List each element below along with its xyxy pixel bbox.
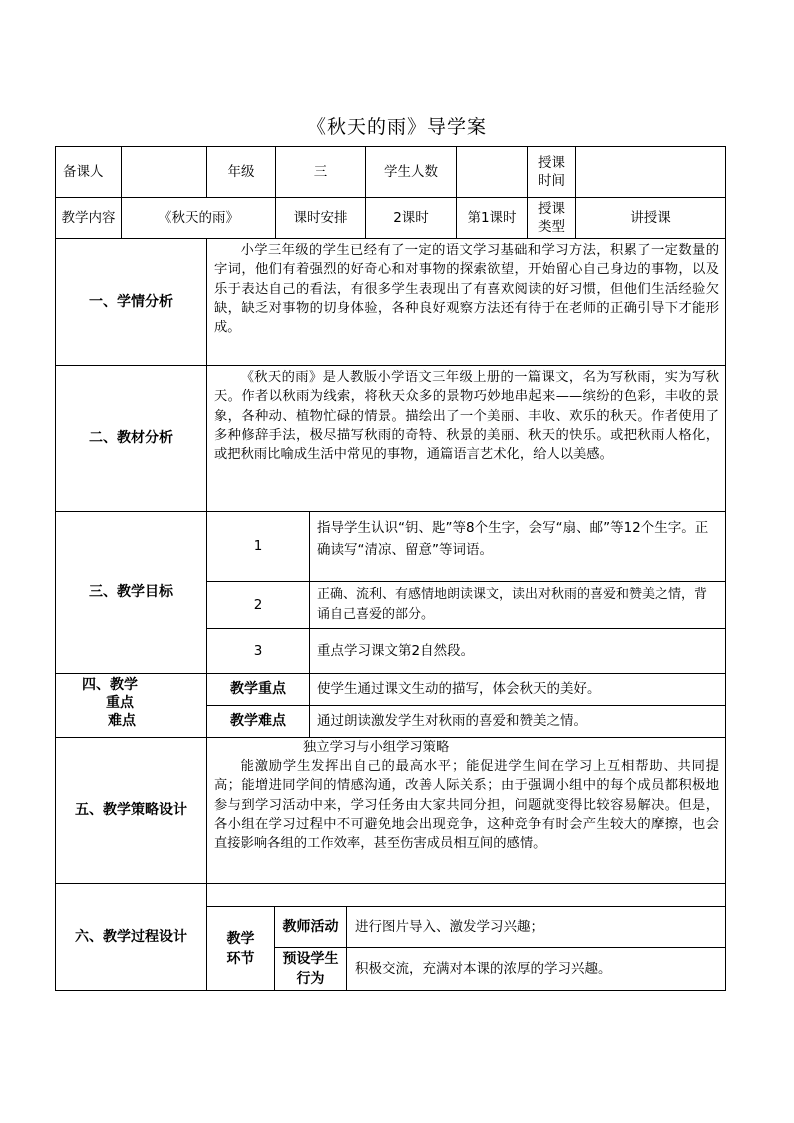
section-5-heading: 五、教学策略设计 (55, 737, 207, 884)
time-value (575, 146, 726, 198)
grade-value: 三 (275, 146, 366, 198)
section-2-heading: 二、教材分析 (55, 365, 207, 512)
type-value: 讲授课 (575, 197, 726, 239)
section-1-heading: 一、学情分析 (55, 238, 207, 366)
section-4-heading (55, 673, 207, 738)
lesson-number (456, 197, 528, 239)
content-label (55, 197, 122, 239)
teaching-link-label-text: 教学环节 (226, 930, 255, 967)
lesson-number-text: 第1课时 (467, 210, 517, 226)
document-title: 《秋天的雨》导学案 (306, 116, 487, 138)
content-label-text: 教学内容 (61, 210, 116, 226)
difficulty-text: 通过朗读激发学生对秋雨的喜爱和赞美之情。 (309, 705, 726, 738)
section-5-subtitle: 独立学习与小组学习策略 (303, 740, 450, 755)
student-behavior-text: 积极交流，充满对本课的浓厚的学习兴趣。 (346, 947, 726, 991)
time-label (527, 146, 576, 198)
type-label (527, 197, 576, 239)
goal-3-text: 重点学习课文第2自然段。 (309, 628, 726, 674)
goal-1-text: 指导学生认识“钥、匙”等8个生字，会写“扇、邮”等12个生字。正确读写“清凉、留意”等词语。 (309, 511, 726, 582)
section-5-body (206, 737, 726, 884)
section-6-heading: 六、教学过程设计 (55, 883, 207, 991)
section-2-text: 《秋天的雨》是人教版小学语文三年级上册的一篇课文，名为写秋雨，实为写秋天。作者以秋雨为线索，将秋天众多的景物巧妙地串起来——缤纷的色彩，丰收的景象，各种动、植物忙碌的情景。描绘出了一个美丽、丰收、欢乐的秋天。作者使用了多种修辞手法，极尽描写秋雨的奇特、秋景的美丽、秋天的快乐。或把秋雨人格化，或把秋雨比喻成生活中常见的事物，通篇语言艺术化，给人以美感。 (206, 365, 726, 512)
section-6-top-blank (206, 883, 726, 907)
section-4-heading-line2: 重点 (106, 695, 134, 711)
student-behavior-label-text: 预设学生行为 (282, 951, 339, 987)
students-label: 学生人数 (365, 146, 457, 198)
key-point-label: 教学重点 (206, 673, 310, 706)
teacher-activity-text: 进行图片导入、激发学习兴趣； (346, 906, 726, 948)
teacher-activity-label-text: 教师活动 (282, 919, 339, 935)
teaching-link-label (206, 906, 275, 991)
goal-2-number: 2 (206, 581, 310, 629)
preparer-label: 备课人 (55, 146, 122, 198)
content-value: 《秋天的雨》 (121, 197, 276, 239)
section-4-heading-line1: 四、教学 (82, 677, 138, 693)
time-label-text: 授课时间 (538, 155, 565, 189)
schedule-value: 2课时 (365, 197, 457, 239)
section-5-text: 能激励学生发挥出自己的最高水平；能促进学生间在学习上互相帮助、共同提高；能增进同学间的情感沟通，改善人际关系；由于强调小组中的每个成员都积极地参与到学习活动中来，学习任务由大家共同分担，问题就变得比较容易解决。但是，各小组在学习过程中不可避免地会出现竞争，这种竞争有时会产生较大的摩擦，也会直接影响各组的工作效率，甚至伤害成员相互间的感情。 (214, 759, 719, 852)
section-3-heading: 三、教学目标 (55, 511, 207, 674)
students-value (456, 146, 528, 198)
teacher-activity-label (274, 906, 347, 948)
goal-1-number: 1 (206, 511, 310, 582)
goal-3-number: 3 (206, 628, 310, 674)
student-behavior-label (274, 947, 347, 991)
difficulty-label: 教学难点 (206, 705, 310, 738)
key-point-text: 使学生通过课文生动的描写，体会秋天的美好。 (309, 673, 726, 706)
type-label-text: 授课类型 (538, 201, 565, 235)
section-1-text: 小学三年级的学生已经有了一定的语文学习基础和学习方法，积累了一定数量的字词，他们有着强烈的好奇心和对事物的探索欲望，开始留心自己身边的事物，以及乐于表达自己的看法，有很多学生表现出了有喜欢阅读的好习惯，但他们生活经验欠缺，缺乏对事物的切身体验，各种良好观察方法还有待于在老师的正确引导下才能形成。 (206, 238, 726, 366)
preparer-value (121, 146, 207, 198)
section-4-heading-line3: 难点 (108, 713, 136, 729)
grade-label: 年级 (206, 146, 276, 198)
goal-2-text: 正确、流利、有感情地朗读课文，读出对秋雨的喜爱和赞美之情，背诵自己喜爱的部分。 (309, 581, 726, 629)
schedule-label: 课时安排 (275, 197, 366, 239)
